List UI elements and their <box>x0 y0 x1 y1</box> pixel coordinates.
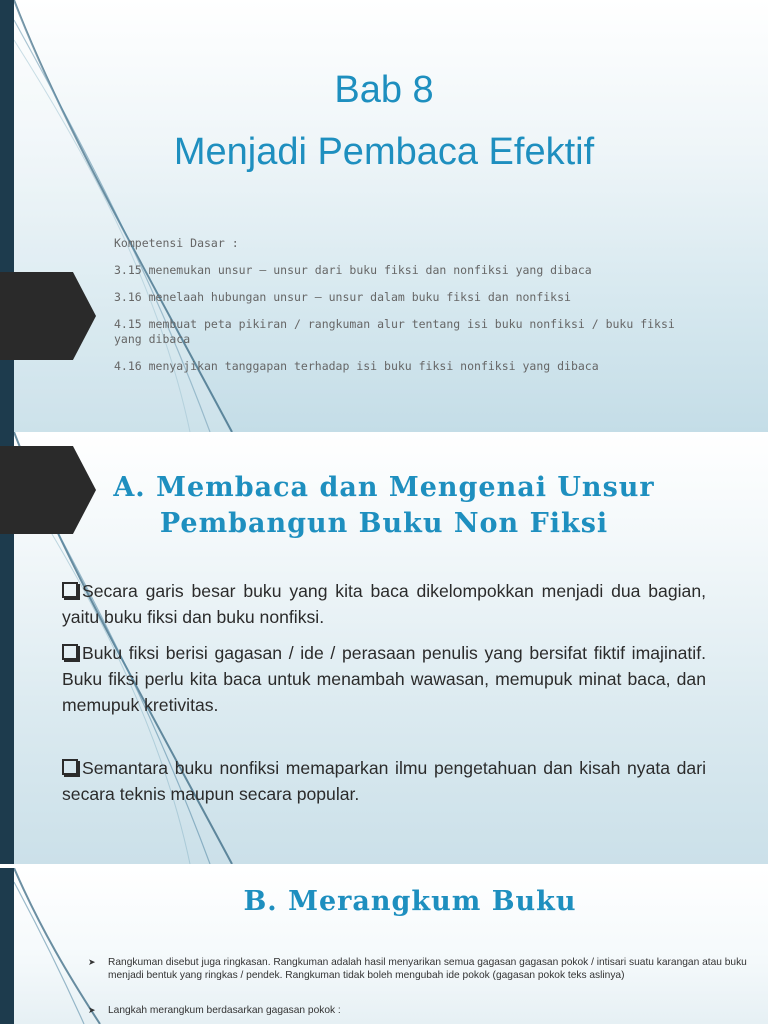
kompetensi-dasar-list <box>114 236 714 386</box>
arrow-item-text: Rangkuman disebut juga ringkasan. Rangkuman adalah hasil menyarikan semua gagasan gagasan pokok / intisari suatu karangan atau buku menjadi bentuk yang ringkas / pendek. Rangkuman tidak boleh mengubah ide pokok (gagasan pokok teks aslinya) <box>108 957 747 981</box>
kompetensi-item: 3.16 menelaah hubungan unsur – unsur dalam buku fiksi dan nonfiksi <box>114 290 571 304</box>
bullet-item <box>62 578 706 630</box>
section-title-line2: Pembangun Buku Non Fiksi <box>159 508 609 539</box>
kompetensi-heading: Kompetensi Dasar : <box>114 236 239 250</box>
slide-title-line2: Menjadi Pembaca Efektif <box>173 131 595 173</box>
kompetensi-item: 4.15 membuat peta pikiran / rangkuman alur tentang isi buku nonfiksi / buku fiksi yang dibaca <box>114 317 675 346</box>
slide-title-line1: Bab 8 <box>334 69 434 111</box>
checkbox-bullet-icon <box>62 644 78 660</box>
arrow-list-item <box>88 956 756 982</box>
bullet-item <box>62 755 706 807</box>
slide-1 <box>0 0 768 432</box>
kompetensi-item: 3.15 menemukan unsur – unsur dari buku fiksi dan nonfiksi yang dibaca <box>114 263 592 277</box>
dark-arrow-tab <box>0 272 96 360</box>
checkbox-bullet-icon <box>62 582 78 598</box>
section-title: B. Merangkum Buku <box>243 886 577 917</box>
slide-2 <box>0 432 768 864</box>
kompetensi-item: 4.16 menyajikan tanggapan terhadap isi buku fiksi nonfiksi yang dibaca <box>114 359 599 373</box>
bullet-text: Semantara buku nonfiksi memaparkan ilmu pengetahuan dan kisah nyata dari secara teknis maupun secara popular. <box>62 758 706 804</box>
section-title-line1: A. Membaca dan Mengenai Unsur <box>113 472 655 503</box>
bullet-item <box>62 640 706 718</box>
arrow-bullet-icon: ➤ <box>88 1005 96 1015</box>
bullet-text: Secara garis besar buku yang kita baca dikelompokkan menjadi dua bagian, yaitu buku fiksi dan buku nonfiksi. <box>62 581 706 627</box>
bullet-text: Buku fiksi berisi gagasan / ide / perasaan penulis yang bersifat fiktif imajinatif. Buku fiksi perlu kita baca untuk menambah wawasan, memupuk minat baca, dan memupuk kretivitas. <box>62 643 706 715</box>
arrow-bullet-icon: ➤ <box>88 957 96 967</box>
arrow-item-text: Langkah merangkum berdasarkan gagasan pokok : <box>108 1005 341 1016</box>
checkbox-bullet-icon <box>62 759 78 775</box>
arrow-list-item <box>88 1004 756 1017</box>
slide-3 <box>0 868 768 1024</box>
